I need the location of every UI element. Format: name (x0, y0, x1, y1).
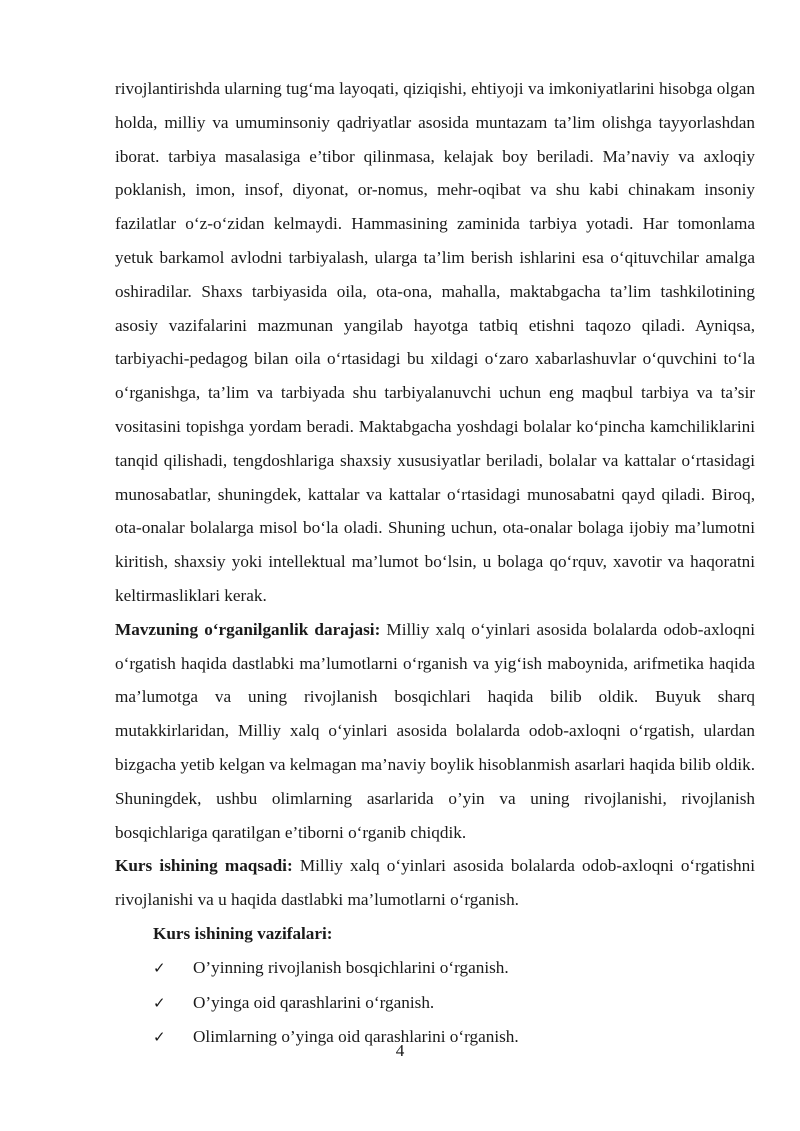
study-level-label: Mavzuning o‘rganilganlik darajasi: (115, 619, 381, 639)
list-item (115, 951, 755, 986)
document-page (115, 72, 755, 1055)
list-item (115, 986, 755, 1021)
course-goal-text: Milliy xalq o‘yinlari asosida bolalarda odob-axloqni o‘rgatishni rivojlanishi va u haqida dastlabki ma’lumotlarni o‘rganish. (115, 856, 755, 910)
checkmark-icon: ✓ (153, 958, 166, 977)
study-level-text: Milliy xalq o‘yinlari asosida bolalarda odob-axloqni o‘rgatish haqida dastlabki ma’lumotlarni o‘rganish va yig‘ish maboynida, arifmetika haqida ma’lumotga va uning rivojlanish bosqichlari haqida bilib oldik. Buyuk sharq mutakkirlaridan, Milliy xalq o‘yinlari asosida bolalarda odob-axloqni o‘rgatish, ulardan bizgacha yetib kelgan va kelmagan ma’naviy boylik hisoblanmish asarlari haqida bilib oldik. Shuningdek, ushbu olimlarning asarlarida o’yin va uning rivojlanishi, rivojlanish bosqichlariga qaratilgan e’tiborni o‘rganib chiqdik. (115, 619, 755, 842)
course-tasks-heading: Kurs ishining vazifalari: (153, 923, 333, 943)
course-goal-label: Kurs ishining maqsadi: (115, 856, 293, 876)
task-text: O’yinga oid qarashlarini o‘rganish. (193, 992, 435, 1012)
intro-paragraph: rivojlantirishda ularning tug‘ma layoqati, qiziqishi, ehtiyoji va imkoniyatlarini hisobga olgan holda, milliy va umuminsoniy qadriyatlar asosida muntazam ta’lim olishga tayyorlashdan iborat. tarbiya masalasiga e’tibor qilinmasa, kelajak boy beriladi. Ma’naviy va axloqiy poklanish, imon, insof, diyonat, or-nomus, mehr-oqibat va shu kabi chinakam insoniy fazilatlar o‘z-o‘zidan kelmaydi. Hammasining zaminida tarbiya yotadi. Har tomonlama yetuk barkamol avlodni tarbiyalash, ularga ta’lim berish ishlarini esa o‘qituvchilar amalga oshiradilar. Shaxs tarbiyasida oila, ota-ona, mahalla, maktabgacha ta’lim tashkilotining asosiy vazifalarini mazmunan yangilab hayotga tatbiq etishni taqozo qiladi. Ayniqsa, tarbiyachi-pedagog bilan oila o‘rtasidagi bu xildagi o‘zaro xabarlashuvlar o‘quvchini to‘la o‘rganishga, ta’lim va tarbiyada shu tarbiyalanuvchi uchun eng maqbul tarbiya va ta’sir vositasini topishga yordam beradi. Maktabgacha yoshdagi bolalar ko‘pincha kamchiliklarini tanqid qilishadi, tengdoshlariga shaxsiy xususiyatlar beriladi, bolalar va kattalar o‘rtasidagi munosabatlar, shuningdek, kattalar va kattalar o‘rtasidagi munosabatni qayd qiladi. Biroq, ota-onalar bolalarga misol bo‘la oladi. Shuning uchun, ota-onalar bolaga ijobiy ma’lumotni kiritish, shaxsiy yoki intellektual ma’lumot bo‘lsin, u bolaga qo‘rquv, xavotir va haqoratni keltirmasliklari kerak. (115, 79, 755, 605)
checkmark-icon: ✓ (153, 993, 166, 1012)
checkmark-icon: ✓ (153, 1028, 166, 1047)
task-text: Olimlarning o’yinga oid qarashlarini o‘rganish. (193, 1027, 519, 1047)
page-number: 4 (395, 1041, 405, 1060)
study-level-paragraph (115, 613, 755, 850)
course-goal-paragraph (115, 849, 755, 917)
task-text: O’yinning rivojlanish bosqichlarini o‘rganish. (193, 957, 509, 977)
